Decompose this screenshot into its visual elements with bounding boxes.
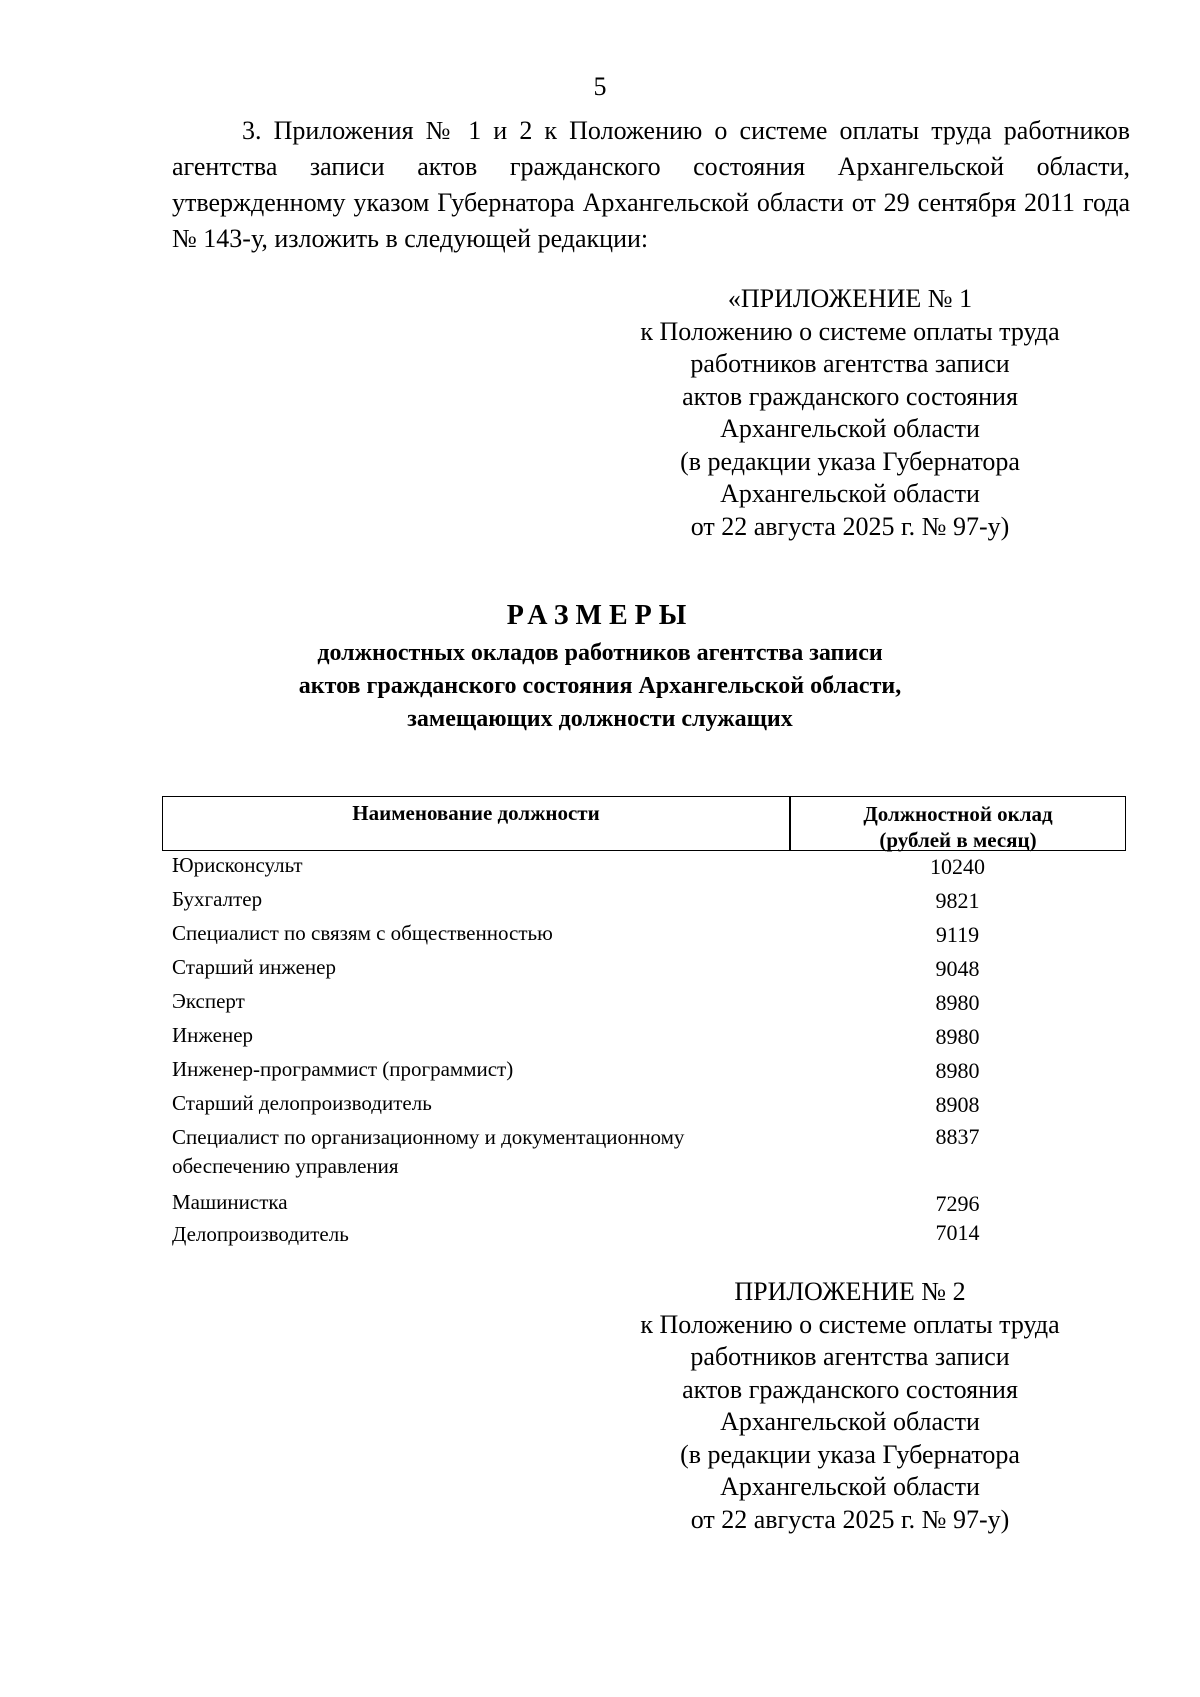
appendix-2-line: Архангельской области — [720, 1407, 980, 1436]
appendix-2-line: (в редакции указа Губернатора — [680, 1439, 1020, 1469]
document-title: РАЗМЕРЫ — [506, 600, 694, 631]
table-row-salary: 9119 — [935, 922, 980, 947]
table-header — [162, 796, 1126, 851]
position-line-1: Специалист по организационному и документационному — [172, 1125, 685, 1149]
table-row-position: Юрисконсульт — [172, 853, 303, 877]
table-row-salary: 8980 — [935, 990, 980, 1015]
table-row-position: Старший делопроизводитель — [172, 1091, 432, 1115]
intro-line-1: 3. Приложения № 1 и 2 к Положению о системе оплаты труда работников — [242, 116, 1130, 145]
table-row-position: Эксперт — [172, 989, 245, 1013]
table-row-position: Старший инженер — [172, 955, 336, 979]
table-row-position: Специалист по связям с общественностью — [172, 921, 553, 945]
salary-header-line-2: (рублей в месяц) — [879, 828, 1037, 852]
appendix-2-line: к Положению о системе оплаты труда — [640, 1309, 1060, 1339]
table-row-salary: 8980 — [935, 1058, 980, 1083]
appendix-2-header — [590, 1276, 1110, 1536]
intro-line-4: 2011 года № 143-у, изложить в следующей редакции: — [172, 188, 1130, 253]
subtitle-line: замещающих должности служащих — [407, 706, 793, 732]
appendix-1-line: Архангельской области — [720, 479, 980, 508]
position-line-2: обеспечению управления — [172, 1154, 399, 1178]
column-header-salary — [791, 801, 1125, 853]
table-row-salary: 8980 — [935, 1024, 980, 1049]
table-row-position: Бухгалтер — [172, 887, 263, 911]
appendix-1-line: «ПРИЛОЖЕНИЕ № 1 — [727, 284, 973, 313]
table-row-salary: 10240 — [930, 854, 985, 879]
table-row-position — [172, 1123, 792, 1181]
subtitle-line: должностных окладов работников агентства записи — [317, 640, 883, 666]
intro-line-2: агентства записи актов гражданского состояния Архангельской области, — [172, 152, 1130, 181]
page-number: 5 — [593, 72, 607, 101]
document-subtitle — [0, 637, 1200, 736]
appendix-1-line: Архангельской области — [720, 414, 980, 443]
table-row-salary: 9821 — [935, 888, 980, 913]
intro-paragraph — [172, 113, 1130, 257]
appendix-1-line: работников агентства записи — [690, 349, 1010, 378]
subtitle-line: актов гражданского состояния Архангельской области, — [298, 673, 902, 699]
appendix-2-line: работников агентства записи — [690, 1342, 1010, 1371]
table-row-position: Делопроизводитель — [172, 1222, 349, 1246]
salary-header-line-1: Должностной оклад — [863, 802, 1053, 826]
appendix-2-line: от 22 августа 2025 г. № 97-у) — [690, 1504, 1010, 1534]
appendix-1-line: (в редакции указа Губернатора — [680, 446, 1020, 476]
table-row-position: Инженер-программист (программист) — [172, 1057, 514, 1081]
table-row-salary: 8837 — [935, 1124, 980, 1149]
appendix-1-line: актов гражданского состояния — [682, 381, 1018, 411]
intro-line-3: утвержденному указом Губернатора Архангельской области от 29 сентября — [172, 188, 1017, 217]
appendix-1-header — [590, 283, 1110, 543]
table-row-position: Инженер — [172, 1023, 254, 1047]
appendix-2-line: актов гражданского состояния — [682, 1374, 1018, 1404]
table-row-salary: 7296 — [935, 1191, 980, 1216]
appendix-1-line: от 22 августа 2025 г. № 97-у) — [690, 511, 1010, 541]
appendix-2-line: ПРИЛОЖЕНИЕ № 2 — [734, 1277, 966, 1306]
column-header-position: Наименование должности — [352, 801, 600, 825]
table-row-salary: 8908 — [935, 1092, 980, 1117]
table-row-salary: 7014 — [935, 1220, 980, 1245]
appendix-2-line: Архангельской области — [720, 1472, 980, 1501]
appendix-1-line: к Положению о системе оплаты труда — [640, 316, 1060, 346]
table-row-position: Машинистка — [172, 1190, 288, 1214]
table-row-salary: 9048 — [935, 956, 980, 981]
